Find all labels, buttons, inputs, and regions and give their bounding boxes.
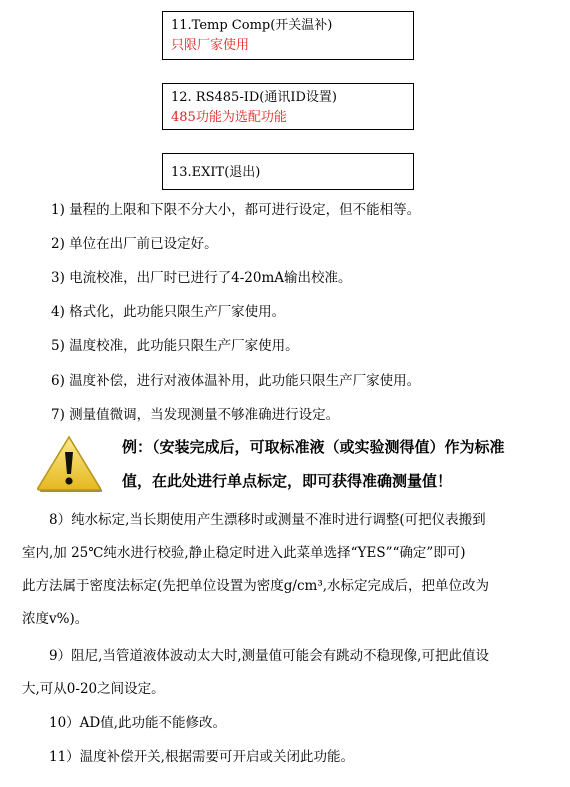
paragraph-line: 大,可从0-20之间设定。 (22, 681, 165, 697)
paragraph-10: 10）AD值,此功能不能修改。 (22, 715, 227, 731)
warning-line-1: 例：（安装完成后，可取标准液（或实验测得值）作为标准 (122, 438, 505, 456)
paragraph-line: 室内,加 25℃纯水进行校验,静止稳定时进入此菜单选择“YES”“确定”即可) (22, 545, 466, 561)
paragraph-9 (22, 646, 556, 712)
paragraph-line: 8）纯水标定,当长期使用产生漂移时或测量不准时进行调整(可把仪表搬到 (22, 512, 486, 528)
note-item: 6) 温度补偿，进行对液体温补用，此功能只限生产厂家使用。 (51, 373, 421, 389)
menu-box-title: 11.Temp Comp(开关温补) (171, 18, 333, 33)
paragraph-line: 9）阻尼,当管道液体波动太大时,测量值可能会有跳动不稳现像,可把此值设 (22, 648, 489, 664)
note-item: 5) 温度校准，此功能只限生产厂家使用。 (51, 338, 299, 354)
menu-box-note: 只限厂家使用 (171, 38, 250, 53)
paragraph-8 (22, 510, 556, 642)
warning-triangle-icon (35, 434, 103, 492)
menu-box-title: 12. RS485-ID(通讯ID设置) (171, 90, 337, 105)
note-item: 3) 电流校准，出厂时已进行了4-20mA输出校准。 (51, 270, 352, 286)
note-item: 4) 格式化，此功能只限生产厂家使用。 (51, 304, 286, 320)
note-item: 7) 测量值微调，当发现测量不够准确进行设定。 (51, 407, 340, 423)
warning-line-2: 值，在此处进行单点标定，即可获得准确测量值！ (122, 472, 453, 490)
menu-box-title: 13.EXIT(退出) (171, 165, 261, 180)
note-item: 1) 量程的上限和下限不分大小，都可进行设定，但不能相等。 (51, 202, 421, 218)
menu-box-temp-comp (162, 11, 414, 60)
menu-box-rs485-id (162, 83, 414, 130)
paragraph-11: 11）温度补偿开关,根据需要可开启或关闭此功能。 (22, 749, 354, 765)
paragraph-line: 浓度v%)。 (22, 611, 89, 627)
paragraph-line: 此方法属于密度法标定(先把单位设置为密度g/cm³,水标定完成后，把单位改为 (22, 578, 490, 594)
menu-box-note: 485功能为选配功能 (171, 110, 287, 125)
menu-box-exit (162, 153, 414, 190)
note-item: 2) 单位在出厂前已设定好。 (51, 236, 218, 252)
